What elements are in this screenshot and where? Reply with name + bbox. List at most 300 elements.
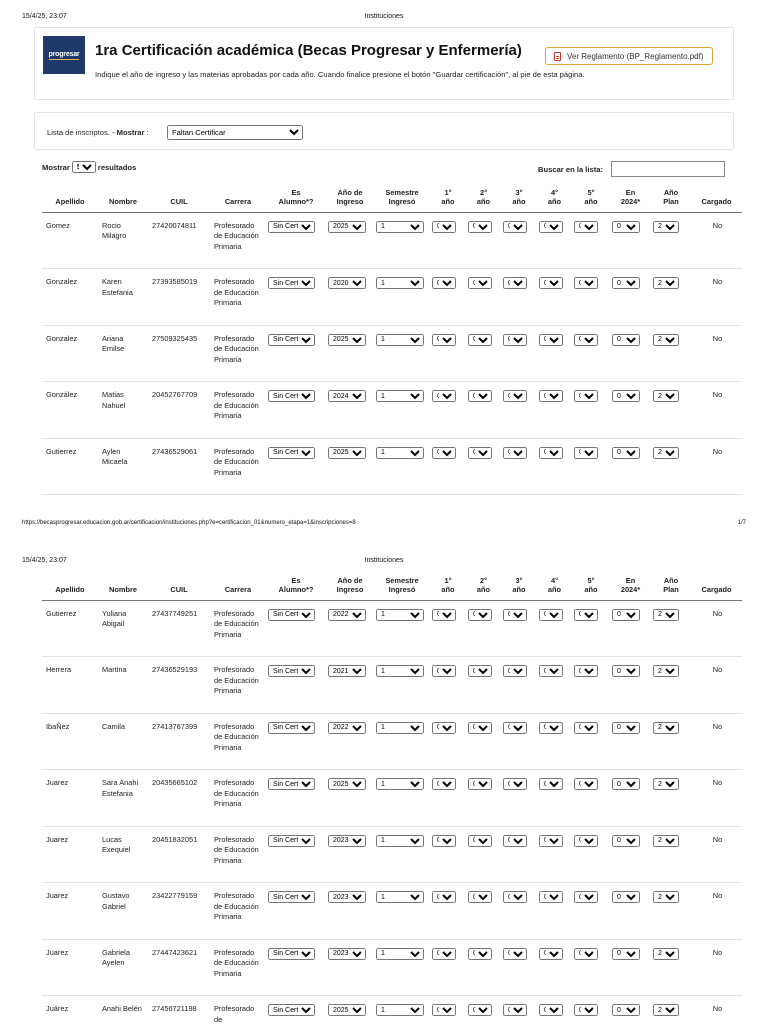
column-header[interactable] [42, 572, 98, 600]
anio2-select[interactable] [468, 1004, 492, 1016]
anio-ingreso-select[interactable] [328, 334, 366, 346]
column-header[interactable] [42, 184, 98, 212]
cell-alumno [266, 382, 326, 439]
cell-ingreso [326, 713, 374, 770]
cell-en2024 [610, 657, 651, 714]
cell-cuil: 27456721198 [148, 996, 210, 1024]
anio2-select[interactable] [468, 665, 492, 677]
print-title: Instituciones [364, 13, 404, 20]
column-header-label: año [441, 584, 455, 594]
anio5-select[interactable] [574, 778, 598, 790]
column-header-label: año [584, 196, 598, 206]
anio1-select[interactable] [432, 665, 456, 677]
anio2-select[interactable] [468, 334, 492, 346]
anio2-select[interactable] [468, 835, 492, 847]
cell-plan [651, 325, 691, 382]
column-header[interactable] [430, 572, 466, 600]
cell-plan [651, 212, 691, 269]
alumno-select[interactable] [268, 447, 315, 459]
cell-apellido: González [42, 382, 98, 439]
anio-plan-select[interactable] [653, 948, 679, 960]
cell-apellido: Gutierrez [42, 600, 98, 657]
semestre-select[interactable] [376, 390, 424, 402]
cell-a4 [537, 438, 572, 495]
cell-a2 [466, 713, 501, 770]
cell-ingreso [326, 269, 374, 326]
anio1-select[interactable] [432, 447, 456, 459]
anio-plan-select[interactable] [653, 665, 679, 677]
anio-ingreso-select[interactable] [328, 722, 366, 734]
cell-a2 [466, 939, 501, 996]
page-length-select[interactable] [72, 161, 96, 173]
en2024-select[interactable] [612, 1004, 640, 1016]
en2024-select[interactable] [612, 334, 640, 346]
anio3-select[interactable] [503, 665, 527, 677]
semestre-select[interactable] [376, 835, 424, 847]
anio5-select[interactable] [574, 277, 598, 289]
anio3-select[interactable] [503, 334, 527, 346]
anio2-select[interactable] [468, 891, 492, 903]
column-header-label: Es [291, 187, 301, 197]
anio4-select[interactable] [539, 221, 563, 233]
column-header-label: año [476, 584, 491, 594]
cell-a5 [572, 826, 610, 883]
semestre-select[interactable] [376, 447, 424, 459]
anio-plan-select[interactable] [653, 891, 679, 903]
anio1-select[interactable] [432, 277, 456, 289]
cell-cuil: 27437749251 [148, 600, 210, 657]
cell-apellido: Juárez [42, 996, 98, 1024]
column-header[interactable] [374, 184, 430, 212]
cell-a5 [572, 382, 610, 439]
column-header-label: año [512, 584, 526, 594]
cell-alumno [266, 939, 326, 996]
cell-a3 [501, 713, 537, 770]
mostrar-filter-select[interactable] [167, 125, 303, 140]
cell-a5 [572, 996, 610, 1024]
cell-semestre [374, 826, 430, 883]
column-header[interactable] [430, 184, 466, 212]
anio-plan-select[interactable] [653, 609, 679, 621]
anio5-select[interactable] [574, 891, 598, 903]
alumno-select[interactable] [268, 665, 315, 677]
print-header-2 [0, 557, 768, 569]
semestre-select[interactable] [376, 334, 424, 346]
cell-plan [651, 600, 691, 657]
semestre-select[interactable] [376, 778, 424, 790]
progresar-logo: progresar [43, 36, 85, 74]
cell-carrera: Profesorado de Educación Primaria [210, 770, 266, 827]
cell-cargado: No [691, 657, 742, 714]
page-title: 1ra Certificación académica (Becas Progresar y Enfermería) [95, 42, 522, 59]
cell-semestre [374, 883, 430, 940]
anio3-select[interactable] [503, 891, 527, 903]
cell-alumno [266, 826, 326, 883]
anio4-select[interactable] [539, 390, 563, 402]
cell-cargado: No [691, 883, 742, 940]
column-header[interactable] [691, 572, 742, 600]
column-header-label: año [547, 196, 562, 206]
cell-carrera: Profesorado de Educación Primaria [210, 826, 266, 883]
anio2-select[interactable] [468, 778, 492, 790]
column-header[interactable] [691, 184, 742, 212]
column-header-label: 5° [587, 187, 595, 197]
anio4-select[interactable] [539, 835, 563, 847]
cell-nombre: Aylen Micaela [98, 438, 148, 495]
en2024-select[interactable] [612, 221, 640, 233]
cell-cargado: No [691, 600, 742, 657]
search-label: Buscar en la lista: [538, 165, 603, 174]
column-header-label: Semestre [385, 575, 419, 585]
column-header[interactable] [466, 184, 501, 212]
anio5-select[interactable] [574, 221, 598, 233]
anio-ingreso-select[interactable] [328, 835, 366, 847]
cell-a1 [430, 212, 466, 269]
filter-card [34, 112, 734, 150]
anio2-select[interactable] [468, 221, 492, 233]
alumno-select[interactable] [268, 778, 315, 790]
cell-ingreso [326, 657, 374, 714]
cell-alumno [266, 713, 326, 770]
column-header[interactable] [537, 184, 572, 212]
cell-en2024 [610, 212, 651, 269]
anio3-select[interactable] [503, 1004, 527, 1016]
anio-plan-select[interactable] [653, 334, 679, 346]
en2024-select[interactable] [612, 891, 640, 903]
column-header[interactable] [210, 572, 266, 600]
anio3-select[interactable] [503, 948, 527, 960]
cell-a5 [572, 939, 610, 996]
cell-a2 [466, 883, 501, 940]
anio-ingreso-select[interactable] [328, 609, 366, 621]
anio2-select[interactable] [468, 609, 492, 621]
semestre-select[interactable] [376, 609, 424, 621]
semestre-select[interactable] [376, 891, 424, 903]
column-header[interactable] [651, 184, 691, 212]
anio3-select[interactable] [503, 835, 527, 847]
anio3-select[interactable] [503, 390, 527, 402]
column-header-label: 4° [550, 575, 559, 585]
column-header[interactable] [266, 572, 326, 600]
cell-alumno [266, 770, 326, 827]
anio1-select[interactable] [432, 334, 456, 346]
anio-plan-select[interactable] [653, 447, 679, 459]
semestre-select[interactable] [376, 665, 424, 677]
page-length-control: Mostrar 50 resultados [42, 161, 136, 173]
en2024-select[interactable] [612, 778, 640, 790]
column-header-label: Semestre [385, 187, 419, 197]
column-header-label: Ingresó [388, 196, 416, 206]
alumno-select[interactable] [268, 722, 315, 734]
print-datetime: 15/4/25, 23:07 [22, 13, 67, 20]
cell-cargado: No [691, 826, 742, 883]
anio2-select[interactable] [468, 948, 492, 960]
en2024-select[interactable] [612, 665, 640, 677]
cell-a1 [430, 269, 466, 326]
cell-a3 [501, 657, 537, 714]
column-header-label: Ingreso [336, 196, 364, 206]
cell-semestre [374, 657, 430, 714]
anio5-select[interactable] [574, 665, 598, 677]
cell-ingreso [326, 600, 374, 657]
anio3-select[interactable] [503, 277, 527, 289]
anio4-select[interactable] [539, 948, 563, 960]
cell-cargado: No [691, 713, 742, 770]
cell-nombre: Karen Estefania [98, 269, 148, 326]
anio-plan-select[interactable] [653, 778, 679, 790]
anio1-select[interactable] [432, 1004, 456, 1016]
anio2-select[interactable] [468, 277, 492, 289]
semestre-select[interactable] [376, 1004, 424, 1016]
anio4-select[interactable] [539, 334, 563, 346]
anio-plan-select[interactable] [653, 277, 679, 289]
anio-plan-select[interactable] [653, 1004, 679, 1016]
anio-ingreso-select[interactable] [328, 891, 366, 903]
alumno-select[interactable] [268, 609, 315, 621]
cell-a4 [537, 770, 572, 827]
anio4-select[interactable] [539, 778, 563, 790]
alumno-select[interactable] [268, 891, 315, 903]
alumno-select[interactable] [268, 277, 315, 289]
column-header[interactable] [148, 572, 210, 600]
cell-a4 [537, 212, 572, 269]
cell-plan [651, 939, 691, 996]
anio-ingreso-select[interactable] [328, 277, 366, 289]
cell-plan [651, 883, 691, 940]
anio5-select[interactable] [574, 390, 598, 402]
en2024-select[interactable] [612, 609, 640, 621]
column-header[interactable] [374, 572, 430, 600]
anio-ingreso-select[interactable] [328, 1004, 366, 1016]
cell-a1 [430, 996, 466, 1024]
anio-ingreso-select[interactable] [328, 778, 366, 790]
column-header[interactable] [610, 572, 651, 600]
anio1-select[interactable] [432, 778, 456, 790]
anio5-select[interactable] [574, 722, 598, 734]
semestre-select[interactable] [376, 948, 424, 960]
cell-a3 [501, 325, 537, 382]
cell-cargado: No [691, 438, 742, 495]
anio3-select[interactable] [503, 722, 527, 734]
anio-ingreso-select[interactable] [328, 390, 366, 402]
cell-nombre: Martina [98, 657, 148, 714]
table-header-row [42, 572, 742, 600]
anio1-select[interactable] [432, 891, 456, 903]
cell-a3 [501, 438, 537, 495]
cell-a5 [572, 657, 610, 714]
cell-a5 [572, 713, 610, 770]
anio1-select[interactable] [432, 722, 456, 734]
cell-carrera: Profesorado de Educación Primaria [210, 269, 266, 326]
anio5-select[interactable] [574, 1004, 598, 1016]
anio-ingreso-select[interactable] [328, 665, 366, 677]
anio3-select[interactable] [503, 221, 527, 233]
column-header-label: Plan [663, 584, 679, 594]
cell-a3 [501, 883, 537, 940]
print-header-1 [0, 13, 768, 25]
cell-nombre: Anahi Belén [98, 996, 148, 1024]
cell-a4 [537, 657, 572, 714]
column-header[interactable] [98, 184, 148, 212]
anio5-select[interactable] [574, 835, 598, 847]
table-row [42, 657, 742, 714]
search-input[interactable] [611, 161, 725, 177]
en2024-select[interactable] [612, 277, 640, 289]
column-header-label: Año de [337, 575, 363, 585]
column-header-label: En [625, 575, 636, 585]
cell-ingreso [326, 996, 374, 1024]
cell-a1 [430, 826, 466, 883]
anio3-select[interactable] [503, 609, 527, 621]
cell-alumno [266, 600, 326, 657]
semestre-select[interactable] [376, 221, 424, 233]
en2024-select[interactable] [612, 835, 640, 847]
print-datetime: 15/4/25, 23:07 [22, 557, 67, 564]
cell-a4 [537, 996, 572, 1024]
cell-semestre [374, 713, 430, 770]
anio-ingreso-select[interactable] [328, 948, 366, 960]
cell-plan [651, 770, 691, 827]
column-header[interactable] [210, 184, 266, 212]
cell-a1 [430, 657, 466, 714]
anio-ingreso-select[interactable] [328, 221, 366, 233]
cell-a5 [572, 770, 610, 827]
inscriptos-table-page-1 [42, 184, 742, 495]
anio-plan-select[interactable] [653, 221, 679, 233]
column-header[interactable] [148, 184, 210, 212]
column-header-label: 1° [444, 575, 452, 585]
alumno-select[interactable] [268, 948, 315, 960]
table-header-row [42, 184, 742, 212]
cell-en2024 [610, 939, 651, 996]
column-header[interactable] [651, 572, 691, 600]
column-header-label: En [625, 187, 636, 197]
column-header[interactable] [537, 572, 572, 600]
ver-reglamento-label: Ver Reglamento (BP_Reglamento.pdf) [567, 51, 704, 61]
cell-a2 [466, 269, 501, 326]
column-header-label: Carrera [224, 584, 252, 594]
column-header[interactable] [326, 184, 374, 212]
alumno-select[interactable] [268, 835, 315, 847]
cell-en2024 [610, 770, 651, 827]
anio5-select[interactable] [574, 334, 598, 346]
anio2-select[interactable] [468, 722, 492, 734]
anio4-select[interactable] [539, 1004, 563, 1016]
cell-semestre [374, 325, 430, 382]
semestre-select[interactable] [376, 277, 424, 289]
column-header[interactable] [501, 184, 537, 212]
column-header[interactable] [610, 184, 651, 212]
cell-a4 [537, 382, 572, 439]
anio-ingreso-select[interactable] [328, 447, 366, 459]
cell-a3 [501, 939, 537, 996]
cell-apellido: Juarez [42, 883, 98, 940]
column-header[interactable] [266, 184, 326, 212]
anio1-select[interactable] [432, 390, 456, 402]
table-row [42, 382, 742, 439]
anio2-select[interactable] [468, 447, 492, 459]
cell-ingreso [326, 325, 374, 382]
anio4-select[interactable] [539, 609, 563, 621]
alumno-select[interactable] [268, 390, 315, 402]
column-header-label: Año de [337, 187, 363, 197]
anio1-select[interactable] [432, 948, 456, 960]
en2024-select[interactable] [612, 948, 640, 960]
anio4-select[interactable] [539, 277, 563, 289]
cell-apellido: Gutierrez [42, 438, 98, 495]
anio1-select[interactable] [432, 835, 456, 847]
anio-plan-select[interactable] [653, 722, 679, 734]
column-header-label: Ingresó [388, 584, 416, 594]
anio5-select[interactable] [574, 948, 598, 960]
column-header-label: año [476, 196, 491, 206]
cell-a4 [537, 939, 572, 996]
anio1-select[interactable] [432, 221, 456, 233]
column-header[interactable] [98, 572, 148, 600]
en2024-select[interactable] [612, 390, 640, 402]
cell-en2024 [610, 996, 651, 1024]
cell-en2024 [610, 826, 651, 883]
cell-carrera: Profesorado de [210, 996, 266, 1024]
column-header[interactable] [572, 572, 610, 600]
column-header-label: 1° [444, 187, 452, 197]
cell-cargado: No [691, 325, 742, 382]
anio-plan-select[interactable] [653, 835, 679, 847]
alumno-select[interactable] [268, 221, 315, 233]
en2024-select[interactable] [612, 447, 640, 459]
anio4-select[interactable] [539, 447, 563, 459]
cell-nombre: Ariana Emilse [98, 325, 148, 382]
cell-a2 [466, 600, 501, 657]
column-header-label: Año [663, 575, 679, 585]
cell-cuil: 27436529193 [148, 657, 210, 714]
column-header-label: Alumno*? [278, 584, 314, 594]
column-header-label: 2024* [620, 584, 641, 594]
cell-a1 [430, 438, 466, 495]
anio5-select[interactable] [574, 447, 598, 459]
column-header[interactable] [326, 572, 374, 600]
anio3-select[interactable] [503, 447, 527, 459]
cell-ingreso [326, 212, 374, 269]
cell-a5 [572, 325, 610, 382]
anio5-select[interactable] [574, 609, 598, 621]
ver-reglamento-button[interactable] [545, 47, 713, 65]
cell-cuil: 27393585019 [148, 269, 210, 326]
column-header[interactable] [466, 572, 501, 600]
column-header[interactable] [572, 184, 610, 212]
anio2-select[interactable] [468, 390, 492, 402]
cell-cuil: 23422779159 [148, 883, 210, 940]
semestre-select[interactable] [376, 722, 424, 734]
column-header-label: Año [663, 187, 679, 197]
column-header-label: 4° [550, 187, 559, 197]
column-header-label: 2° [479, 575, 488, 585]
alumno-select[interactable] [268, 334, 315, 346]
anio4-select[interactable] [539, 722, 563, 734]
cell-semestre [374, 770, 430, 827]
anio4-select[interactable] [539, 891, 563, 903]
alumno-select[interactable] [268, 1004, 315, 1016]
en2024-select[interactable] [612, 722, 640, 734]
cell-carrera: Profesorado de Educación Primaria [210, 713, 266, 770]
column-header[interactable] [501, 572, 537, 600]
anio4-select[interactable] [539, 665, 563, 677]
anio1-select[interactable] [432, 609, 456, 621]
anio-plan-select[interactable] [653, 390, 679, 402]
cell-cuil: 20452767709 [148, 382, 210, 439]
cell-cuil: 20435665102 [148, 770, 210, 827]
anio3-select[interactable] [503, 778, 527, 790]
